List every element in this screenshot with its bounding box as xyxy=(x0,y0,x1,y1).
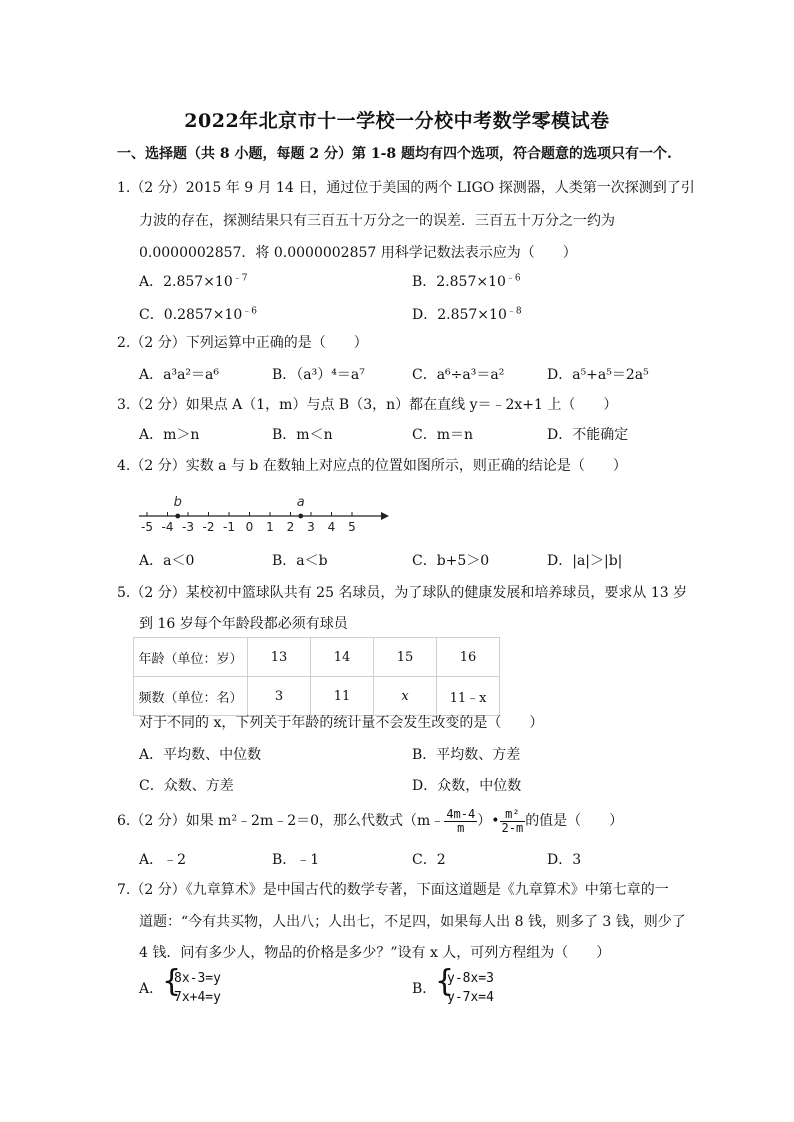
q7-line-2: 道题：“今有共买物，人出八；人出七，不足四，如果每人出 8 钱，则多了 3 钱，则少了 xyxy=(139,914,686,930)
point-a-dot xyxy=(298,514,303,519)
q7-line-1: 7.（2 分）《九章算术》是中国古代的数学专著，下面这道题是《九章算术》中第七章的一 xyxy=(117,882,669,898)
q1-option-c[interactable]: C．$0.2857\times 10^{﹣6}$ xyxy=(139,306,257,323)
table-cell: 11 xyxy=(311,677,374,716)
q6-option-b[interactable]: B．﹣1 xyxy=(272,852,320,868)
q5-option-a[interactable]: A．平均数、中位数 xyxy=(139,747,262,763)
table-cell: 15 xyxy=(374,638,437,677)
q2-option-b[interactable]: B．（a³）⁴＝a⁷ xyxy=(272,367,365,383)
number-line-tick-label: -3 xyxy=(182,520,194,534)
q1-line-2: 力波的存在，探测结果只有三百五十万分之一的误差．三百五十万分之一约为 xyxy=(139,213,615,229)
q2-stem: 2.（2 分）下列运算中正确的是（ ） xyxy=(117,335,368,351)
number-line-tick-label: 1 xyxy=(266,520,274,534)
number-line-tick-label: -1 xyxy=(223,520,235,534)
q1-option-a[interactable]: A．$2.857\times 10^{﹣7}$ xyxy=(139,273,248,290)
frequency-table xyxy=(133,637,500,716)
number-line-ticks xyxy=(141,512,356,534)
table-cell: 13 xyxy=(248,638,311,677)
q7-option-a-brace: { xyxy=(162,964,182,999)
q5-line-1: 5.（2 分）某校初中篮球队共有 25 名球员，为了球队的健康发展和培养球员，要求从 13 岁 xyxy=(117,585,688,601)
number-line-tick-label: 0 xyxy=(245,520,254,534)
table-cell: 16 xyxy=(437,638,500,677)
q4-option-b[interactable]: B．a＜b xyxy=(272,553,328,569)
q7-option-b-brace: { xyxy=(435,964,455,999)
number-line-tick-label: -2 xyxy=(202,520,215,534)
q2-option-d[interactable]: D．a⁵+a⁵＝2a⁵ xyxy=(547,367,649,383)
number-line-tick-label: 2 xyxy=(286,520,295,534)
q2-option-a[interactable]: A．a³a²＝a⁶ xyxy=(139,367,219,383)
q7-option-a-system: 8x-3=y 7x+4=y xyxy=(174,971,221,1005)
table-cell: 11﹣x xyxy=(437,677,500,716)
q1-line-3: 0.0000002857．将 0.0000002857 用科学记数法表示应为（ ） xyxy=(139,245,577,261)
point-b-dot xyxy=(175,514,180,519)
q6-fraction-2: $\frac{\text{m²}}{2-m}$ xyxy=(501,806,524,835)
q7-line-3: 4 钱．问有多少人，物品的价格是多少？”设有 x 人，可列方程组为（ ） xyxy=(139,945,611,961)
q4-option-d[interactable]: D．|a|＞|b| xyxy=(547,553,623,569)
q4-option-a[interactable]: A．a＜0 xyxy=(139,553,195,569)
q7-option-b[interactable]: B． xyxy=(412,981,437,997)
q3-option-b[interactable]: B．m＜n xyxy=(272,427,333,443)
point-b-label: b xyxy=(173,495,182,510)
q3-stem: 3.（2 分）如果点 A（1，m）与点 B（3，n）都在直线 y＝﹣2x+1 上（ ） xyxy=(117,397,618,413)
page-title: 2022年北京市十一学校一分校中考数学零模试卷 xyxy=(184,110,610,132)
q4-stem: 4.（2 分）实数 a 与 b 在数轴上对应点的位置如图所示，则正确的结论是（ ） xyxy=(117,458,627,474)
number-line-tick-label: -5 xyxy=(141,520,153,534)
q7-option-b-system: y-8x=3 y-7x=4 xyxy=(447,971,494,1005)
table-cell: 3 xyxy=(248,677,311,716)
q6-fraction-1: $\frac{4m-4}{m}$ xyxy=(446,806,476,835)
q2-option-c[interactable]: C．a⁶÷a³＝a² xyxy=(412,367,505,383)
table-row xyxy=(134,638,500,677)
q6-option-d[interactable]: D．3 xyxy=(547,852,582,868)
table-cell: 14 xyxy=(311,638,374,677)
q3-option-c[interactable]: C．m＝n xyxy=(412,427,474,443)
section-heading: 一、选择题（共 8 小题，每题 2 分）第 1-8 题均有四个选项，符合题意的选项只有一个. xyxy=(117,146,672,162)
table-row xyxy=(134,677,500,716)
q7-option-a[interactable]: A． xyxy=(139,981,164,997)
q6-stem: 6.（2 分）如果 m²﹣2m﹣2＝0，那么代数式（m﹣ $\frac{4m-4}{m}$ ）• $\frac{\text{m²}}{2-m}$ 的值是（ ） xyxy=(117,806,624,835)
number-line-tick-label: 3 xyxy=(307,520,315,534)
q6-option-a[interactable]: A．﹣2 xyxy=(139,852,187,868)
table-cell: 频数（单位：名） xyxy=(134,677,248,716)
q5-option-c[interactable]: C．众数、方差 xyxy=(139,778,234,794)
q1-option-d[interactable]: D．$2.857\times 10^{﹣8}$ xyxy=(412,306,522,323)
q3-option-a[interactable]: A．m＞n xyxy=(139,427,200,443)
q1-option-b[interactable]: B．$2.857\times 10^{﹣6}$ xyxy=(412,273,521,290)
q5-line-3: 对于不同的 x，下列关于年龄的统计量不会发生改变的是（ ） xyxy=(139,715,544,731)
number-line-tick-label: 4 xyxy=(327,520,336,534)
q5-line-2: 到 16 岁每个年龄段都必须有球员 xyxy=(139,616,348,632)
number-line-arrow xyxy=(381,512,389,520)
number-line-figure xyxy=(135,490,395,538)
q5-option-b[interactable]: B．平均数、方差 xyxy=(412,747,521,763)
q1-line-1: 1.（2 分）2015 年 9 月 14 日，通过位于美国的两个 LIGO 探测器，人类第一次探测到了引 xyxy=(117,180,695,196)
table-cell: 年龄（单位：岁） xyxy=(134,638,248,677)
q5-option-d[interactable]: D．众数，中位数 xyxy=(412,778,522,794)
point-a-label: a xyxy=(296,495,305,510)
table-cell: x xyxy=(374,677,437,716)
number-line-tick-label: -4 xyxy=(161,520,174,534)
number-line-tick-label: 5 xyxy=(348,520,356,534)
q6-option-c[interactable]: C．2 xyxy=(412,852,446,868)
q4-option-c[interactable]: C．b+5＞0 xyxy=(412,553,490,569)
q3-option-d[interactable]: D．不能确定 xyxy=(547,427,629,443)
